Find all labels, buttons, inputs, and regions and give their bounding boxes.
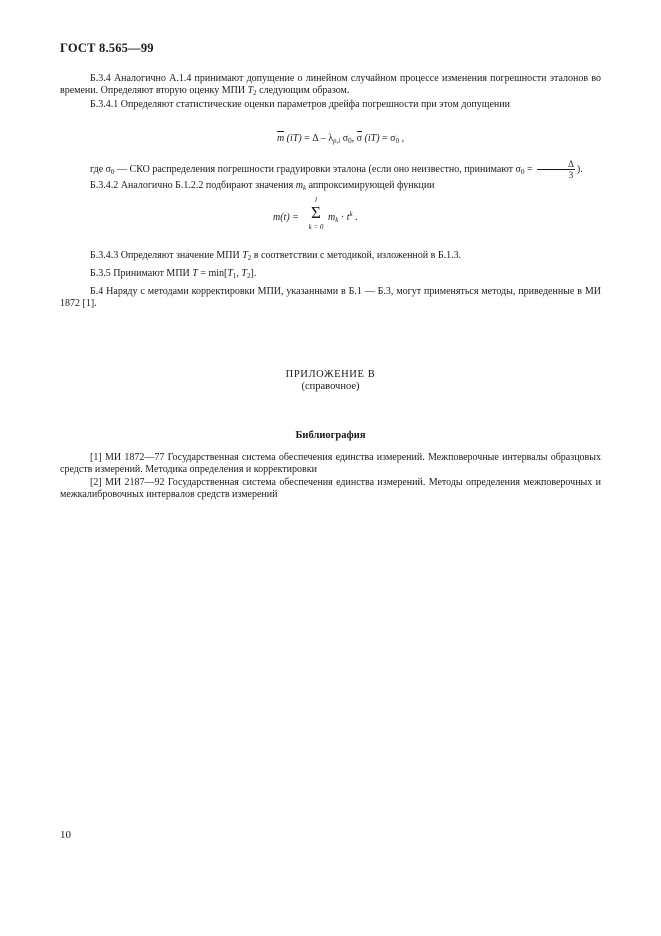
- paragraph-b4: Б.4 Наряду с методами корректировки МПИ, указанными в Б.1 — Б.3, могут применяться методы, приведенные в МИ 1872 [1].: [60, 285, 601, 310]
- bibliography-item: [1] МИ 1872—77 Государственная система обеспечения единства измерений. Межповерочные интервалы образцовых средств измерений. Методика определения и корректировки: [60, 452, 601, 476]
- appendix-subtitle: (справочное): [301, 381, 360, 392]
- paragraph-b34: Б.3.4 Аналогично А.1.4 принимают допущение о линейном случайном процессе изменения погрешности эталонов во времени. Определяют вторую оценку МПИ $T_2$ следующим образом.: [60, 73, 601, 98]
- bibliography-title: Библиография: [295, 430, 366, 441]
- paragraph-b342: Б.3.4.2 Аналогично Б.1.2.2 подбирают значения $m_k$ аппроксимирующей функции: [90, 179, 435, 192]
- appendix-title: ПРИЛОЖЕНИЕ В: [285, 369, 376, 380]
- page-number: 10: [60, 829, 71, 841]
- paragraph-b343: Б.3.4.3 Определяют значение МПИ $T_2$ в соответствии с методикой, изложенной в Б.1.3.: [90, 250, 462, 263]
- paragraph-b341: Б.3.4.1 Определяют статистические оценки параметров дрейфа погрешности при этом допущении: [90, 98, 510, 110]
- bibliography-list: [60, 452, 601, 502]
- formula-approximating-function: m(t) = l Σ k = 0 $m_k \cdot t^k$ .: [273, 196, 358, 232]
- bibliography-item: [2] МИ 2187—92 Государственная система обеспечения единства измерений. Методы определения межповерочных и межкалибровочных интервалов средств измерений: [60, 476, 601, 501]
- summation-symbol: l Σ k = 0: [308, 196, 324, 232]
- appendix-heading: [60, 369, 601, 393]
- paragraph-b35: Б.3.5 Принимают МПИ $T = \min[T_1$, $T_2$].: [90, 268, 257, 281]
- main-content: [60, 73, 601, 311]
- m-bar-symbol: m: [276, 133, 285, 145]
- delta-over-three-fraction: $\frac{\Delta}{3}$: [537, 159, 575, 180]
- sigma-bar-symbol: σ: [356, 133, 363, 145]
- sigma-note: где $\sigma_0$ — СКО распределения погрешности градуировки эталона (если оно неизвестно, принимают $\sigma_0$ = $\frac{\Delta}{3}$ ).: [90, 158, 583, 180]
- formula-drift-estimates: m $(iT) = \Delta - \lambda_{p,i}$ $\sigma_0$, σ $(iT) = \sigma_0$ ,: [276, 133, 405, 146]
- document-code-header: ГОСТ 8.565—99: [60, 41, 154, 55]
